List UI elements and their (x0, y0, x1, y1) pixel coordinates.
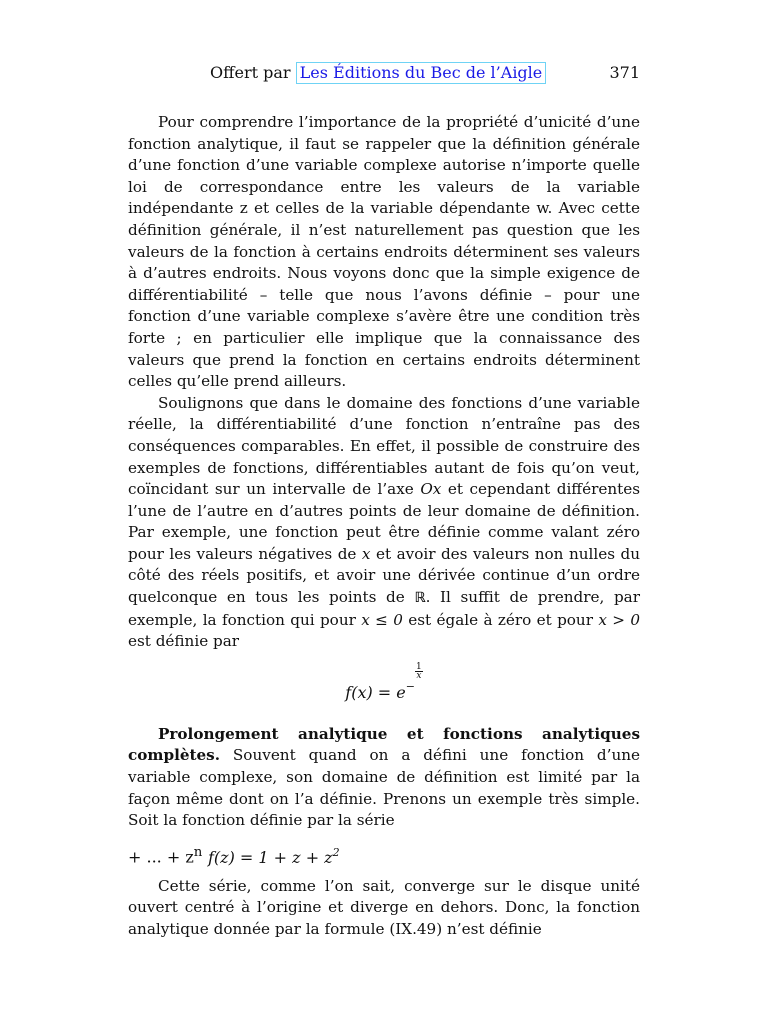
equation-series-body (208, 838, 340, 873)
credit-prefix: Offert par (210, 63, 291, 82)
fraction-denominator: x (416, 670, 422, 681)
header-credit (210, 58, 546, 88)
series-lhs: f(z) = 1 + z + z (208, 847, 333, 867)
document-page (128, 58, 640, 941)
fraction-numerator: 1 (415, 661, 422, 672)
equation-exponential (128, 663, 640, 706)
paragraph-real-variable (128, 393, 640, 653)
p3-body: Souvent quand on a défini une fonction d’une variable complexe, son domaine de définition est limité par la façon même dont on l’a définie. Prenons un exemple très simple. Soit la fonction définie par la série (128, 746, 641, 830)
p4-text-a: Cette série, comme l’on sait, converge sur le disque unité ouvert centré à l’origine et diverge en dehors. Donc, la fonction analytique donnée par la formule (128, 876, 640, 938)
equation-reference: (IX.49) (389, 920, 443, 938)
p2-text-a: Soulignons que dans le domaine des fonctions d’une variable réelle, la différentiabilité d’une fonction n’entraîne pas des conséquences comparables. En effet, il possible de construire des exemples de fonctions, différentiables autant de fois qu’on veut, coïncidant sur un intervalle de l’axe (128, 393, 640, 499)
paragraph-analytic-continuation (128, 724, 640, 832)
p2-text-e: est égale à zéro et pour (408, 610, 593, 629)
section-title: Prolongement analytique et fonctions analytiques complètes. (128, 724, 640, 765)
reals-symbol: ℝ (414, 590, 426, 607)
axis-symbol: Ox (420, 480, 442, 499)
variable-x: x (361, 544, 371, 563)
condition-positive: x > 0 (598, 610, 641, 629)
equation-series (128, 838, 640, 868)
exponent-fraction (415, 663, 423, 680)
paragraph-convergence (128, 876, 640, 941)
series-power-n: n (193, 844, 203, 860)
equation-exponential-lhs: f(x) = e (345, 682, 406, 702)
body-text (128, 112, 640, 941)
p2-text-c: et avoir des valeurs non nulles du côté des réels positifs, et avoir une dérivée continue d’un ordre quelconque en tous les points de (128, 544, 641, 607)
page-number: 371 (609, 63, 640, 82)
series-middle: + ... + z (128, 847, 194, 867)
p2-text-f: est définie par (128, 632, 240, 651)
p4-text-b: n’est définie (446, 920, 542, 938)
p2-text-d: . Il suffit de prendre, par exemple, la fonction qui pour (128, 588, 640, 629)
publisher-link[interactable]: Les Éditions du Bec de l’Aigle (296, 62, 547, 84)
p2-text-b: et cependant différentes l’une de l’autre en d’autres points de leur domaine de définition. Par exemple, une fonction peut être définie comme valant zéro pour les valeurs négatives de (128, 480, 640, 563)
page-header (128, 58, 640, 88)
paragraph-uniqueness: Pour comprendre l’importance de la propriété d’unicité d’une fonction analytique, il faut se rappeler que la définition générale d’une fonction d’une variable complexe autorise n’importe quelle loi de correspondance entre les valeurs de la variable indépendante z et celles de la variable dépendante w. Avec cette définition générale, il n’est naturellement pas question que les valeurs de la fonction à certains endroits déterminent ses valeurs à d’autres endroits. Nous voyons donc que la simple exigence de différentiabilité – telle que nous l’avons définie – pour une fonction d’une variable complexe s’avère être une condition très forte ; en particulier elle implique que la connaissance des valeurs que prend la fonction en certains endroits déterminent celles qu’elle prend ailleurs. (128, 113, 640, 391)
exponent-sign: − (405, 679, 415, 693)
condition-nonpositive: x ≤ 0 (361, 610, 403, 629)
equation-exponential-exponent (405, 661, 423, 693)
series-power-2: 2 (332, 845, 340, 859)
